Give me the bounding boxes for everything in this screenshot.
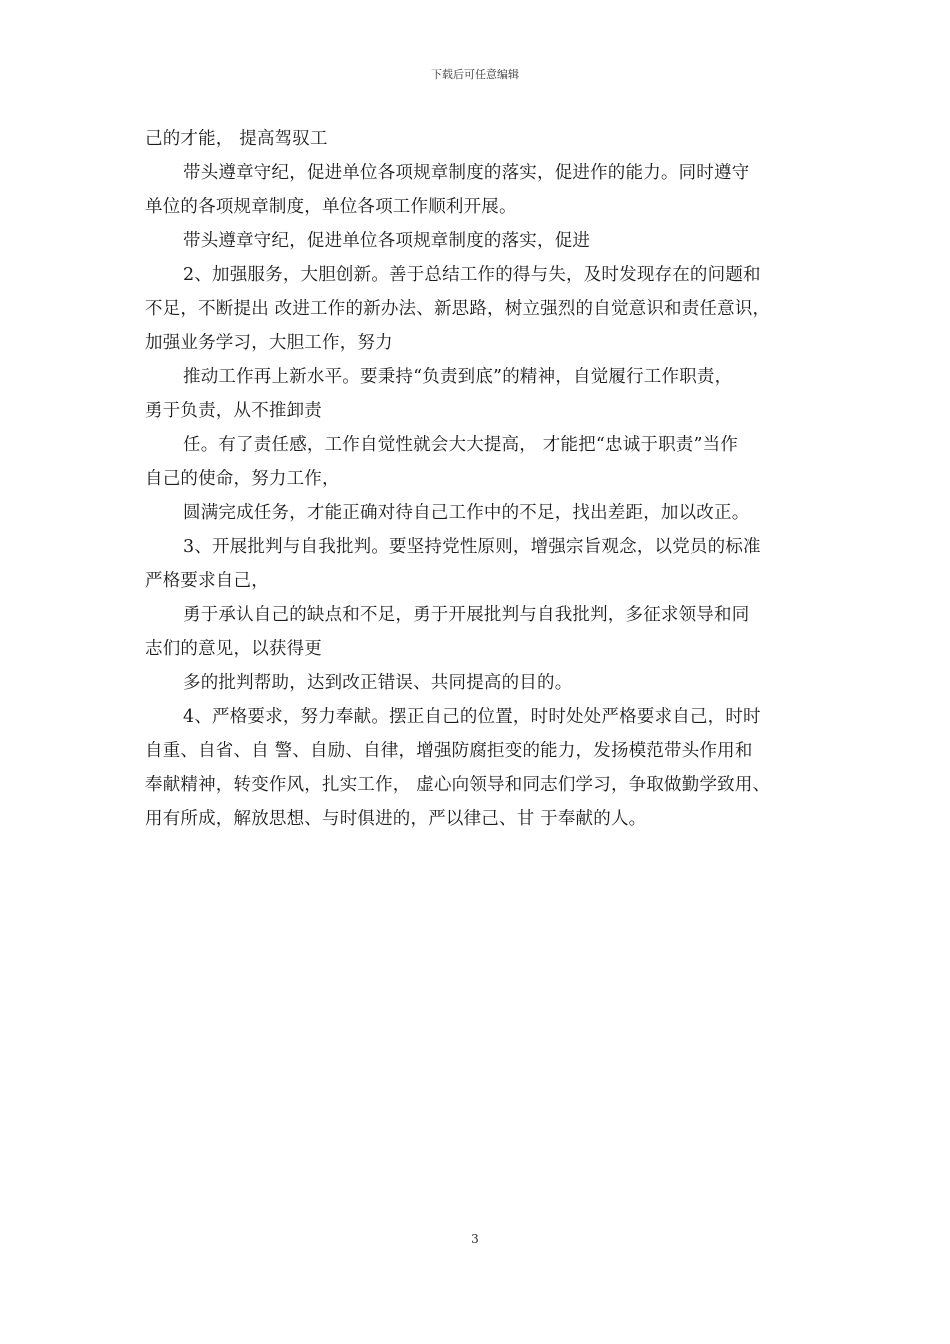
text-line: 用有所成，解放思想、与时俱进的，严以律己、甘 于奉献的人。 (145, 809, 647, 829)
text-line: 自重、自省、自 警、自励、自律，增强防腐拒变的能力，发扬模范带头作用和 (145, 741, 753, 761)
text-line: 单位的各项规章制度，单位各项工作顺利开展。 (145, 197, 517, 217)
text-line: 任。有了责任感，工作自觉性就会大大提高， 才能把“忠诚于职责”当作 (183, 435, 739, 455)
text-line: 勇于负责，从不推卸责 (145, 401, 322, 421)
page-header: 下载后可任意编辑 (431, 68, 519, 81)
text-line: 勇于承认自己的缺点和不足，勇于开展批判与自我批判，多征求领导和同 (183, 605, 750, 625)
text-line: 圆满完成任务，才能正确对待自己工作中的不足，找出差距，加以改正。 (183, 503, 750, 523)
text-line: 严格要求自己， (145, 571, 269, 591)
text-line: 2、加强服务，大胆创新。善于总结工作的得与失，及时发现存在的问题和 (183, 265, 761, 285)
text-line: 3、开展批判与自我批判。要坚持党性原则，增强宗旨观念，以党员的标准 (183, 537, 761, 557)
text-line: 多的批判帮助，达到改正错误、共同提高的目的。 (183, 673, 573, 693)
page-number: 3 (471, 1232, 479, 1246)
text-line: 推动工作再上新水平。要秉持“负责到底”的精神，自觉履行工作职责， (183, 367, 733, 387)
text-line: 自己的使命，努力工作， (145, 469, 340, 489)
text-line: 带头遵章守纪，促进单位各项规章制度的落实，促进 (183, 231, 591, 251)
text-line: 带头遵章守纪，促进单位各项规章制度的落实，促进作的能力。同时遵守 (183, 163, 750, 183)
document-body (145, 122, 810, 836)
text-line: 志们的意见，以获得更 (145, 639, 322, 659)
text-line: 加强业务学习，大胆工作，努力 (145, 333, 393, 353)
text-line: 奉献精神，转变作风，扎实工作， 虚心向领导和同志们学习，争取做勤学致用、 (145, 775, 771, 795)
text-line: 己的才能， 提高驾驭工 (145, 129, 328, 149)
text-line: 不足，不断提出 改进工作的新办法、新思路，树立强烈的自觉意识和责任意识， (145, 299, 771, 319)
text-line: 4、严格要求，努力奉献。摆正自己的位置，时时处处严格要求自己，时时 (183, 707, 761, 727)
